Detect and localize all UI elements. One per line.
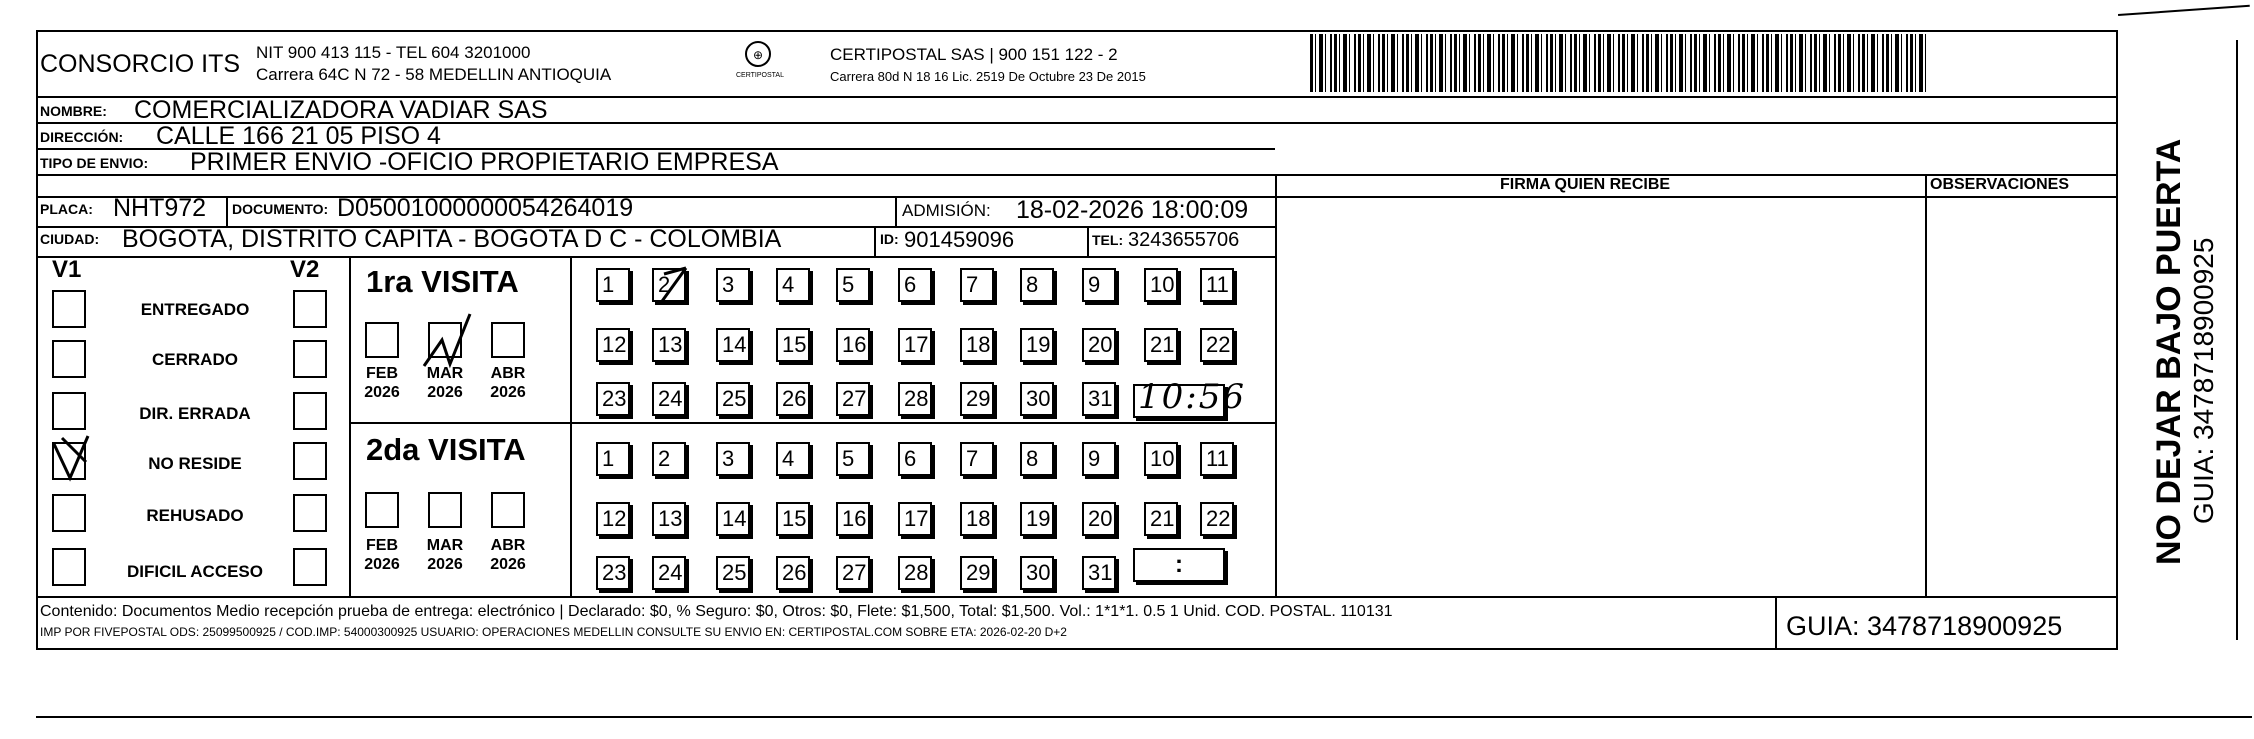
second-visit-day-box[interactable]: 26 xyxy=(776,556,810,590)
first-visit-day-box[interactable]: 3 xyxy=(716,268,750,302)
tel-value: 3243655706 xyxy=(1128,229,1240,251)
year-label: 2026 xyxy=(364,556,400,574)
second-visit-day-box[interactable]: 16 xyxy=(836,502,870,536)
signature-area[interactable] xyxy=(1278,198,1923,594)
admision-label: ADMISIÓN: xyxy=(902,201,991,220)
first-visit-day-box[interactable]: 1 xyxy=(596,268,630,302)
first-visit-day-box[interactable]: 9 xyxy=(1082,268,1116,302)
month-label: ABR xyxy=(490,365,526,382)
month-label: MAR xyxy=(426,365,464,382)
first-visit-day-box[interactable]: 27 xyxy=(836,382,870,416)
ciudad-label: CIUDAD: xyxy=(40,231,100,247)
observations-area[interactable] xyxy=(1928,198,2116,594)
year-label: 2026 xyxy=(490,384,526,402)
v1-label: V1 xyxy=(52,256,82,283)
v1-cerrado-checkbox[interactable] xyxy=(52,340,86,378)
second-visit-day-box[interactable]: 10 xyxy=(1144,442,1178,476)
nombre-value: COMERCIALIZADORA VADIAR SAS xyxy=(134,96,548,124)
first-visit-day-box[interactable]: 15 xyxy=(776,328,810,362)
second-visit-day-box[interactable]: 9 xyxy=(1082,442,1116,476)
first-visit-day-box[interactable]: 22 xyxy=(1200,328,1234,362)
v2-dir-errada-checkbox[interactable] xyxy=(293,392,327,430)
v2-label: V2 xyxy=(290,256,320,283)
first-visit-day-box[interactable]: 17 xyxy=(898,328,932,362)
year-label: 2026 xyxy=(427,384,463,402)
id-value: 901459096 xyxy=(904,227,1015,252)
documento-label: DOCUMENTO: xyxy=(232,201,329,217)
first-visit-day-box[interactable]: 24 xyxy=(652,382,686,416)
first-visit-day-box[interactable]: 23 xyxy=(596,382,630,416)
first-visit-day-box[interactable]: 2 xyxy=(652,268,686,302)
side-guia: GUIA: 3478718900925 xyxy=(2188,237,2219,524)
first-visit-day-box[interactable]: 12 xyxy=(596,328,630,362)
second-visit-day-box[interactable]: 27 xyxy=(836,556,870,590)
barcode xyxy=(1310,34,1927,92)
firma-label: FIRMA QUIEN RECIBE xyxy=(1500,176,1671,193)
second-visit-day-box[interactable]: 29 xyxy=(960,556,994,590)
observaciones-label: OBSERVACIONES xyxy=(1930,176,2069,193)
v2-no-reside-checkbox[interactable] xyxy=(293,442,327,480)
tipo-envio-label: TIPO DE ENVIO: xyxy=(40,155,149,171)
footer-imp: IMP POR FIVEPOSTAL ODS: 25099500925 / COD.IMP: 54000300925 USUARIO: OPERACIONES MEDELLIN CONSULTE SU ENVIO EN: CERTIPOSTAL.COM SOBRE ETA: 2026-02-20 D+2 xyxy=(40,625,1067,639)
second-visit-mar-checkbox[interactable] xyxy=(428,492,462,528)
certipostal-name: CERTIPOSTAL SAS | 900 151 122 - 2 xyxy=(830,45,1118,64)
first-visit-day-box[interactable]: 13 xyxy=(652,328,686,362)
time-placeholder: : xyxy=(1175,551,1183,578)
month-label: FEB xyxy=(366,537,398,554)
v2-entregado-checkbox[interactable] xyxy=(293,290,327,328)
first-visit-day-box[interactable]: 18 xyxy=(960,328,994,362)
second-visit-mar-label xyxy=(415,536,475,574)
side-warning: NO DEJAR BAJO PUERTA xyxy=(2150,138,2188,565)
month-label: MAR xyxy=(426,537,464,554)
footer-content: Contenido: Documentos Medio recepción prueba de entrega: electrónico | Declarado: $0, % Seguro: $0, Otros: $0, Flete: $1,500, Total: $1,500. Vol.: 1*1*1. 0.5 1 Unid. COD. POSTAL. 110131 xyxy=(40,603,1393,620)
first-visit-abr-checkbox[interactable] xyxy=(491,322,525,358)
second-visit-day-box[interactable]: 28 xyxy=(898,556,932,590)
first-visit-day-box[interactable]: 4 xyxy=(776,268,810,302)
month-label: FEB xyxy=(366,365,398,382)
id-label: ID: xyxy=(880,231,899,247)
svg-text:⊕: ⊕ xyxy=(752,48,764,62)
first-visit-mar-checkbox[interactable] xyxy=(428,322,462,358)
certipostal-address: Carrera 80d N 18 16 Lic. 2519 De Octubre 23 De 2015 xyxy=(830,69,1146,84)
first-visit-day-box[interactable]: 14 xyxy=(716,328,750,362)
torn-edge-right xyxy=(2236,40,2238,640)
second-visit-day-box[interactable]: 1 xyxy=(596,442,630,476)
second-visit-title: 2da VISITA xyxy=(366,432,526,467)
company-nit: NIT 900 413 115 - TEL 604 3201000 xyxy=(256,43,531,62)
month-label: ABR xyxy=(490,537,526,554)
direccion-label: DIRECCIÓN: xyxy=(40,129,124,145)
first-visit-day-box[interactable]: 26 xyxy=(776,382,810,416)
first-visit-day-box[interactable]: 25 xyxy=(716,382,750,416)
second-visit-day-box[interactable]: 6 xyxy=(898,442,932,476)
documento-value: D05001000000054264019 xyxy=(337,194,634,222)
first-visit-day-box[interactable]: 10 xyxy=(1144,268,1178,302)
entregado-label: ENTREGADO xyxy=(140,300,250,319)
tipo-envio-value: PRIMER ENVIO -OFICIO PROPIETARIO EMPRESA xyxy=(190,148,779,176)
v2-dificil-acceso-checkbox[interactable] xyxy=(293,548,327,586)
logo-icon xyxy=(728,38,788,90)
bottom-edge xyxy=(36,716,2252,718)
year-label: 2026 xyxy=(364,384,400,402)
second-visit-feb-label xyxy=(352,536,412,574)
dificil-acceso-label: DIFICIL ACCESO xyxy=(126,562,263,581)
torn-edge xyxy=(2118,5,2251,32)
second-visit-day-box[interactable]: 2 xyxy=(652,442,686,476)
second-visit-day-box[interactable]: 12 xyxy=(596,502,630,536)
second-visit-day-box[interactable]: 20 xyxy=(1082,502,1116,536)
direccion-value: CALLE 166 21 05 PISO 4 xyxy=(156,122,441,150)
first-visit-day-box[interactable]: 5 xyxy=(836,268,870,302)
second-visit-day-box[interactable]: 14 xyxy=(716,502,750,536)
first-visit-day-box[interactable]: 16 xyxy=(836,328,870,362)
tel-label: TEL: xyxy=(1092,232,1124,248)
admision-value: 18-02-2026 18:00:09 xyxy=(1016,196,1249,224)
first-visit-day-box[interactable]: 11 xyxy=(1200,268,1234,302)
company-address: Carrera 64C N 72 - 58 MEDELLIN ANTIOQUIA xyxy=(256,65,612,84)
first-visit-day-box[interactable]: 31 xyxy=(1082,382,1116,416)
company-name: CONSORCIO ITS xyxy=(40,50,241,78)
first-visit-abr-label xyxy=(478,364,538,402)
second-visit-abr-checkbox[interactable] xyxy=(491,492,525,528)
placa-value: NHT972 xyxy=(113,194,207,222)
second-visit-day-box[interactable]: 4 xyxy=(776,442,810,476)
second-visit-day-box[interactable]: 8 xyxy=(1020,442,1054,476)
second-visit-day-box[interactable]: 7 xyxy=(960,442,994,476)
dir-errada-label: DIR. ERRADA xyxy=(139,404,251,423)
second-visit-day-box[interactable]: 24 xyxy=(652,556,686,590)
v1-rehusado-checkbox[interactable] xyxy=(52,494,86,532)
certipostal-logo xyxy=(728,38,788,90)
year-label: 2026 xyxy=(427,556,463,574)
second-visit-day-box[interactable]: 22 xyxy=(1200,502,1234,536)
second-visit-day-box[interactable]: 11 xyxy=(1200,442,1234,476)
first-visit-feb-checkbox[interactable] xyxy=(365,322,399,358)
second-visit-time-box[interactable] xyxy=(1133,548,1225,582)
second-visit-day-box[interactable]: 17 xyxy=(898,502,932,536)
year-label: 2026 xyxy=(490,556,526,574)
second-visit-day-box[interactable]: 13 xyxy=(652,502,686,536)
second-visit-day-box[interactable]: 5 xyxy=(836,442,870,476)
placa-label: PLACA: xyxy=(40,201,93,217)
first-visit-day-box[interactable]: 21 xyxy=(1144,328,1178,362)
second-visit-day-box[interactable]: 15 xyxy=(776,502,810,536)
v1-dificil-acceso-checkbox[interactable] xyxy=(52,548,86,586)
first-visit-title: 1ra VISITA xyxy=(366,264,519,299)
first-visit-day-box[interactable]: 7 xyxy=(960,268,994,302)
second-visit-day-box[interactable]: 23 xyxy=(596,556,630,590)
rehusado-label: REHUSADO xyxy=(146,506,244,525)
first-visit-day-box[interactable]: 20 xyxy=(1082,328,1116,362)
v2-rehusado-checkbox[interactable] xyxy=(293,494,327,532)
no-reside-label: NO RESIDE xyxy=(148,454,242,473)
logo-text: CERTIPOSTAL xyxy=(736,72,784,79)
v2-cerrado-checkbox[interactable] xyxy=(293,340,327,378)
second-visit-day-box[interactable]: 31 xyxy=(1082,556,1116,590)
handwritten-time: 10:56 xyxy=(1138,377,1246,417)
first-visit-day-box[interactable]: 29 xyxy=(960,382,994,416)
second-visit-day-box[interactable]: 3 xyxy=(716,442,750,476)
second-visit-feb-checkbox[interactable] xyxy=(365,492,399,528)
second-visit-day-box[interactable]: 25 xyxy=(716,556,750,590)
v1-no-reside-checkbox[interactable] xyxy=(52,442,86,480)
second-visit-abr-label xyxy=(478,536,538,574)
footer-guia: GUIA: 3478718900925 xyxy=(1786,611,2063,641)
first-visit-day-box[interactable]: 8 xyxy=(1020,268,1054,302)
second-visit-day-box[interactable]: 30 xyxy=(1020,556,1054,590)
first-visit-day-box[interactable]: 19 xyxy=(1020,328,1054,362)
cerrado-label: CERRADO xyxy=(152,350,238,369)
ciudad-value: BOGOTA, DISTRITO CAPITA - BOGOTA D C - COLOMBIA xyxy=(122,225,782,253)
second-visit-day-box[interactable]: 19 xyxy=(1020,502,1054,536)
second-visit-day-box[interactable]: 18 xyxy=(960,502,994,536)
v1-dir-errada-checkbox[interactable] xyxy=(52,392,86,430)
first-visit-day-box[interactable]: 28 xyxy=(898,382,932,416)
nombre-label: NOMBRE: xyxy=(40,103,107,119)
first-visit-feb-label xyxy=(352,364,412,402)
second-visit-day-box[interactable]: 21 xyxy=(1144,502,1178,536)
first-visit-mar-label xyxy=(415,364,475,402)
first-visit-day-box[interactable]: 6 xyxy=(898,268,932,302)
first-visit-day-box[interactable]: 30 xyxy=(1020,382,1054,416)
v1-entregado-checkbox[interactable] xyxy=(52,290,86,328)
